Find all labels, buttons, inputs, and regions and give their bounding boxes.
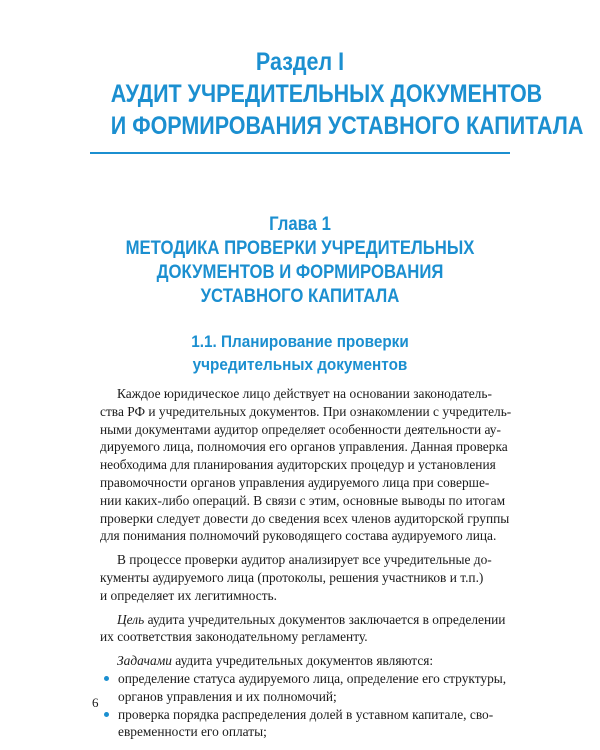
text-line	[100, 611, 504, 629]
subsection-title-line-1: 1.1. Планирование проверки	[191, 332, 409, 351]
body-text	[100, 385, 512, 741]
emphasis-term: Задачами	[117, 653, 172, 669]
section-title-line-2: И ФОРМИРОВАНИЯ УСТАВНОГО КАПИТАЛА	[110, 112, 584, 140]
bullet-line: органов управления и их полномочий;	[118, 688, 337, 704]
text-line: дируемого лица, полномочия его органов управления. Данная проверка	[100, 439, 508, 455]
text-line: ными документами аудитор определяет особенности деятельности ау-	[100, 421, 501, 437]
text-line: и определяет их легитимность.	[100, 587, 278, 603]
text-line: нии каких-либо операций. В связи с этим, основные выводы по итогам	[100, 492, 506, 508]
text-run: проверка порядка распределения долей в уставном капитале, сво-	[118, 706, 494, 722]
chapter-title-line-2: ДОКУМЕНТОВ И ФОРМИРОВАНИЯ	[156, 262, 444, 283]
bullet-item	[100, 670, 507, 706]
bullet-list	[100, 670, 507, 741]
bullet-line: евременности его оплаты;	[118, 724, 267, 740]
section-label: Раздел I	[255, 48, 345, 76]
bullet-icon	[104, 712, 109, 717]
emphasis-term: Цель	[117, 611, 145, 627]
section-divider	[90, 152, 510, 154]
paragraph-tasks	[100, 652, 504, 670]
paragraph	[100, 551, 504, 604]
text-line: их соответствия законодательному регламенту.	[100, 629, 368, 645]
paragraph	[100, 385, 512, 545]
text-line	[100, 652, 504, 670]
bullet-item	[100, 706, 504, 742]
text-line: проверки следует довести до сведения всех членов аудиторской группы	[100, 510, 510, 526]
bullet-line	[100, 706, 504, 724]
chapter-title-line-3: УСТАВНОГО КАПИТАЛА	[200, 286, 400, 307]
bullet-line	[100, 670, 507, 688]
text-line: ства РФ и учредительных документов. При ознакомлении с учредитель-	[100, 403, 512, 419]
text-line: необходима для планирования аудиторских процедур и установления	[100, 457, 496, 473]
text-run: определение статуса аудируемого лица, определение его структуры,	[118, 670, 507, 686]
text-line: кументы аудируемого лица (протоколы, решения участников и т.п.)	[100, 569, 484, 585]
page-number: 6	[92, 695, 99, 710]
text-line: для понимания полномочий руководящего состава аудируемого лица.	[100, 528, 497, 544]
text-line: Каждое юридическое лицо действует на основании законодатель-	[117, 386, 492, 401]
text-line: правомочности органов управления аудируемого лица при соверше-	[100, 474, 490, 490]
section-title-line-1: АУДИТ УЧРЕДИТЕЛЬНЫХ ДОКУМЕНТОВ	[110, 80, 543, 108]
text-run: аудита учредительных документов являются:	[171, 653, 434, 669]
bullet-icon	[104, 676, 109, 681]
chapter-title	[115, 213, 485, 309]
chapter-title-line-1: МЕТОДИКА ПРОВЕРКИ УЧРЕДИТЕЛЬНЫХ	[125, 238, 475, 259]
chapter-label: Глава 1	[269, 214, 331, 235]
section-title	[110, 46, 584, 142]
subsection-title	[111, 330, 489, 376]
text-run: аудита учредительных документов заключается в определении	[144, 611, 506, 627]
paragraph-goal	[100, 611, 504, 647]
subsection-title-line-2: учредительных документов	[192, 355, 408, 374]
text-line: В процессе проверки аудитор анализирует все учредительные до-	[117, 552, 492, 568]
